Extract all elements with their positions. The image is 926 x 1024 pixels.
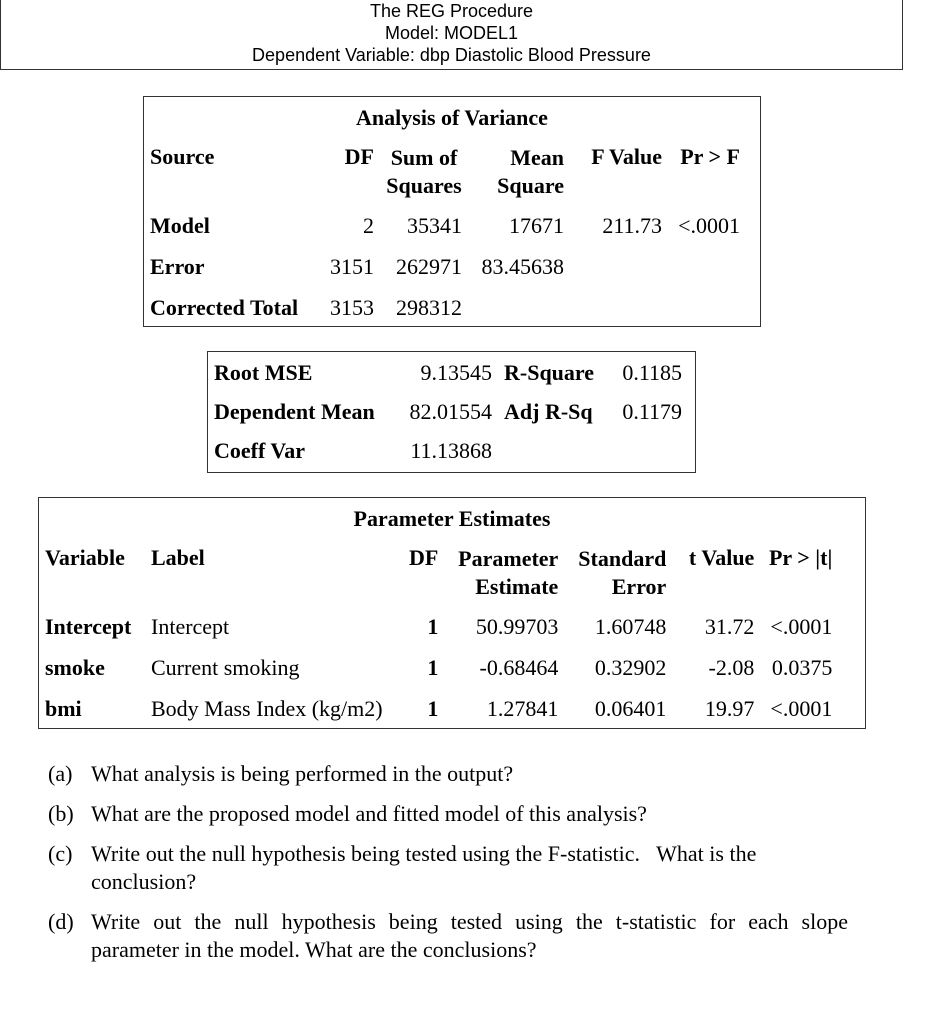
params-header-p: Pr > |t| [768, 545, 833, 570]
anova-row [144, 213, 746, 254]
params-label: Current smoking [151, 655, 300, 680]
anova-header-ss-line2: Squares [386, 173, 462, 198]
fit-row [208, 438, 688, 477]
fit-label: R-Square [504, 360, 595, 385]
params-estimate: 50.99703 [475, 614, 559, 639]
anova-row [144, 295, 746, 336]
fit-statistics-table [208, 360, 688, 477]
dependent-variable: Dependent Variable: dbp Diastolic Blood Pressure [252, 45, 651, 65]
anova-row [144, 254, 746, 295]
fit-label [498, 438, 610, 477]
question-label: (a) [48, 761, 73, 786]
params-header-df: DF [409, 545, 439, 570]
anova-header-ms-line1: Mean [510, 145, 564, 170]
params-header-estimate [444, 545, 564, 601]
anova-df: 3151 [330, 254, 374, 279]
anova-header-ss [380, 144, 468, 200]
question-item [48, 840, 848, 896]
params-row [39, 696, 838, 737]
params-df: 1 [427, 655, 439, 680]
fit-value: 0.1179 [622, 399, 682, 424]
question-item [48, 760, 848, 788]
params-stderr: 0.32902 [594, 655, 667, 680]
params-label: Body Mass Index (kg/m2) [151, 696, 383, 721]
anova-header-p: Pr > F [680, 144, 740, 169]
params-header-t: t Value [688, 545, 755, 570]
question-text: Write out the null hypothesis being tested using the t-statistic for each slope parameter in the model. What are the conclusions? [91, 909, 848, 962]
anova-header-ms [468, 144, 570, 200]
params-variable: smoke [45, 655, 105, 680]
anova-header-source: Source [150, 144, 215, 169]
anova-ss: 298312 [396, 295, 462, 320]
anova-f: 211.73 [602, 213, 662, 238]
anova-source: Error [150, 254, 205, 279]
params-p: 0.0375 [771, 655, 833, 680]
params-header-stderr-line2: Error [611, 574, 667, 599]
anova-ss: 35341 [407, 213, 462, 238]
anova-title: Analysis of Variance [356, 105, 548, 130]
params-header-variable: Variable [45, 545, 125, 570]
anova-header-f: F Value [591, 144, 662, 169]
params-header-label: Label [151, 545, 205, 570]
anova-source: Model [150, 213, 210, 238]
question-text: Write out the null hypothesis being tested using the F-statistic. What is the conclusion? [91, 841, 762, 894]
question-label: (c) [48, 841, 73, 866]
question-label: (d) [48, 909, 74, 934]
params-header-stderr [564, 545, 672, 601]
params-row [39, 655, 838, 696]
params-p: <.0001 [770, 614, 833, 639]
parameter-estimates-table [39, 545, 838, 737]
params-variable: bmi [45, 696, 82, 721]
anova-ms [468, 295, 570, 336]
procedure-title: The REG Procedure [369, 1, 534, 21]
params-stderr: 1.60748 [594, 614, 667, 639]
output-header [0, 0, 903, 70]
anova-df: 2 [363, 213, 374, 238]
anova-header-df: DF [344, 144, 374, 169]
anova-f [570, 254, 668, 295]
params-variable: Intercept [45, 614, 132, 639]
anova-p [668, 295, 746, 336]
anova-p [668, 254, 746, 295]
params-row [39, 614, 838, 655]
params-header-row [39, 545, 838, 601]
fit-value: 9.13545 [420, 360, 492, 385]
question-item [48, 800, 848, 828]
model-name: Model: MODEL1 [384, 23, 519, 43]
anova-table [144, 144, 746, 336]
parameter-estimates-box [38, 497, 866, 729]
fit-label: Root MSE [214, 360, 313, 385]
anova-header-row [144, 144, 746, 200]
params-t: 31.72 [704, 614, 755, 639]
fit-row [208, 399, 688, 438]
fit-value: 0.1185 [622, 360, 682, 385]
anova-ms: 83.45638 [481, 254, 564, 279]
params-estimate: 1.27841 [486, 696, 559, 721]
anova-header-ms-line2: Square [497, 173, 564, 198]
anova-header-ss-line1: Sum of [390, 145, 458, 170]
params-df: 1 [427, 696, 439, 721]
params-title: Parameter Estimates [353, 506, 551, 531]
anova-ss: 262971 [396, 254, 462, 279]
params-label: Intercept [151, 614, 230, 639]
fit-label: Adj R-Sq [504, 399, 593, 424]
fit-label: Dependent Mean [214, 399, 375, 424]
fit-row [208, 360, 688, 399]
params-p: <.0001 [770, 696, 833, 721]
anova-ms: 17671 [509, 213, 564, 238]
params-header-estimate-line2: Estimate [475, 574, 559, 599]
questions-list [48, 760, 848, 976]
fit-label: Coeff Var [214, 438, 306, 463]
anova-source: Corrected Total [150, 295, 299, 320]
params-estimate: -0.68464 [479, 655, 559, 680]
anova-f [570, 295, 668, 336]
fit-value: 11.13868 [410, 438, 492, 463]
anova-df: 3153 [330, 295, 374, 320]
question-text: What are the proposed model and fitted model of this analysis? [91, 801, 647, 826]
question-item [48, 908, 848, 964]
fit-value: 82.01554 [409, 399, 492, 424]
params-df: 1 [427, 614, 439, 639]
params-t: 19.97 [704, 696, 755, 721]
fit-statistics-box [207, 351, 696, 473]
anova-p: <.0001 [678, 213, 740, 238]
params-header-stderr-line1: Standard [578, 546, 667, 571]
params-stderr: 0.06401 [594, 696, 667, 721]
question-text: What analysis is being performed in the output? [91, 761, 514, 786]
params-t: -2.08 [708, 655, 755, 680]
anova-table-box [143, 96, 761, 327]
fit-value [610, 438, 688, 477]
question-label: (b) [48, 801, 74, 826]
params-header-estimate-line1: Parameter [458, 546, 559, 571]
